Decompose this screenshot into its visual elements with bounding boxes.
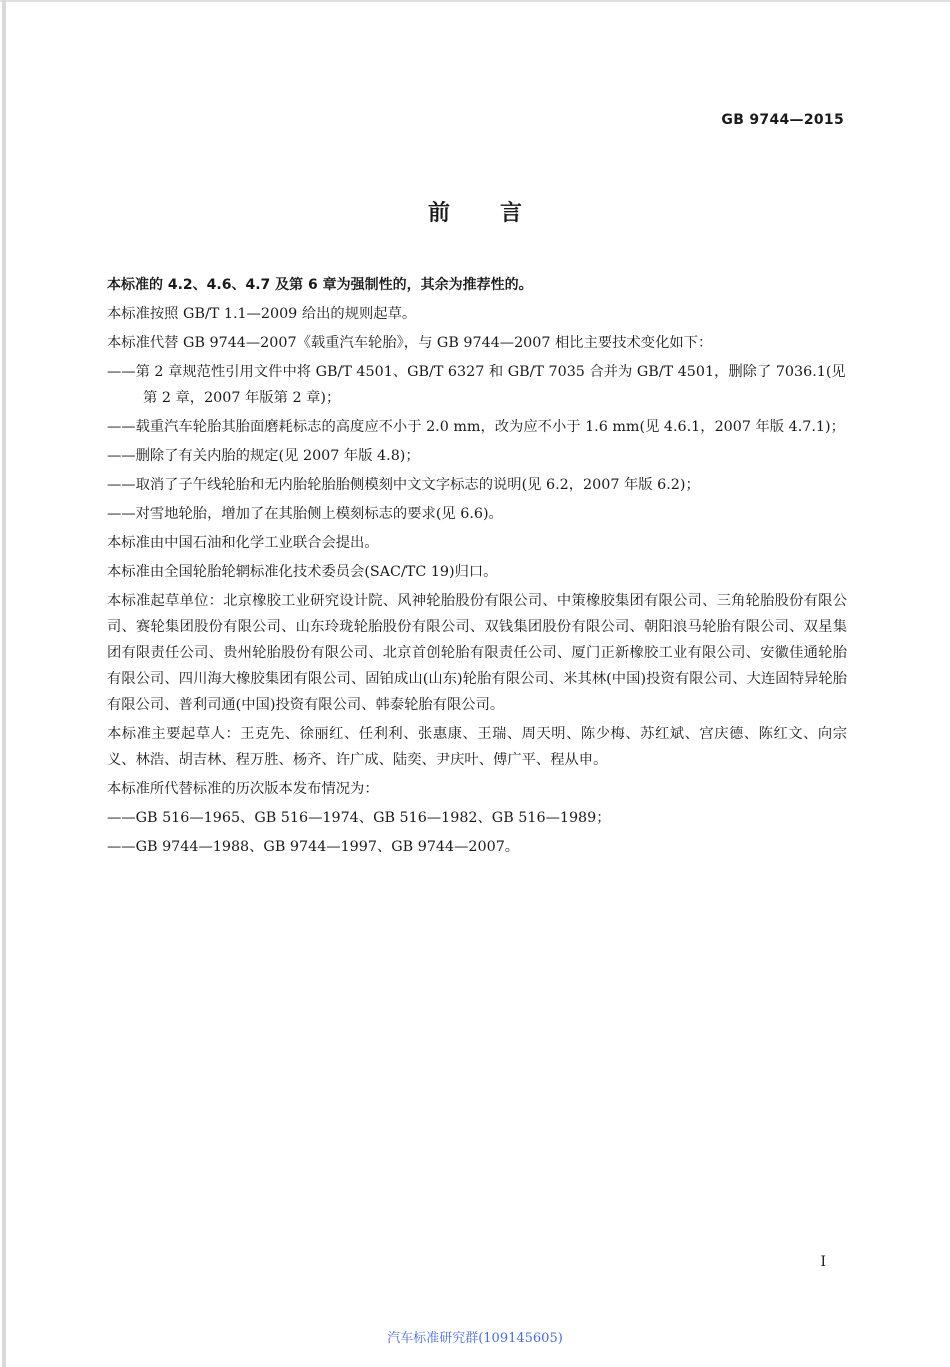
page-title: 前言 xyxy=(427,201,572,226)
foreword-body xyxy=(107,272,847,863)
drafting-rules-paragraph: 本标准按照 GB/T 1.1—2009 给出的规则起草。 xyxy=(107,306,417,322)
replacement-paragraph: 本标准代替 GB 9744—2007《载重汽车轮胎》，与 GB 9744—2007 相比主要技术变化如下： xyxy=(107,335,713,351)
standard-code: GB 9744—2015 xyxy=(721,112,844,128)
change-item: ——对雪地轮胎，增加了在其胎侧上模刻标志的要求(见 6.6)。 xyxy=(107,506,503,522)
history-item: ——GB 516—1965、GB 516—1974、GB 516—1982、GB 516—1989； xyxy=(107,810,611,826)
drafting-units-paragraph: 本标准起草单位：北京橡胶工业研究设计院、风神轮胎股份有限公司、中策橡胶集团有限公司、三角轮胎股份有限公司、赛轮集团股份有限公司、山东玲珑轮胎股份有限公司、双钱集团股份有限公司、朝阳浪马轮胎有限公司、双星集团有限责任公司、贵州轮胎股份有限公司、北京首创轮胎有限责任公司、厦门正新橡胶工业有限公司、安徽佳通轮胎有限公司、四川海大橡胶集团有限公司、固铂成山(山东)轮胎有限公司、米其林(中国)投资有限公司、大连固特异轮胎有限公司、普利司通(中国)投资有限公司、韩泰轮胎有限公司。 xyxy=(107,593,847,713)
history-item: ——GB 9744—1988、GB 9744—1997、GB 9744—2007。 xyxy=(107,839,520,855)
history-intro-paragraph: 本标准所代替标准的历次版本发布情况为： xyxy=(107,781,379,797)
change-item: ——删除了有关内胎的规定(见 2007 年版 4.8)； xyxy=(107,448,420,464)
change-item: ——载重汽车轮胎其胎面磨耗标志的高度应不小于 2.0 mm，改为应不小于 1.6 mm(见 4.6.1，2007 年版 4.7.1)； xyxy=(107,419,845,435)
watermark-text: 汽车标准研究群(109145605) xyxy=(387,1331,563,1346)
change-item: ——第 2 章规范性引用文件中将 GB/T 4501、GB/T 6327 和 GB/T 7035 合并为 GB/T 4501，删除了 7036.1(见第 2 章，2007 年版第 2 章)； xyxy=(107,364,846,406)
mandatory-clause-statement: 本标准的 4.2、4.6、4.7 及第 6 章为强制性的，其余为推荐性的。 xyxy=(107,277,533,293)
committee-paragraph: 本标准由全国轮胎轮辋标准化技术委员会(SAC/TC 19)归口。 xyxy=(107,564,498,580)
page-number: I xyxy=(820,1254,826,1270)
change-item: ——取消了子午线轮胎和无内胎轮胎胎侧模刻中文文字标志的说明(见 6.2，2007 年版 6.2)； xyxy=(107,477,700,493)
proposer-paragraph: 本标准由中国石油和化学工业联合会提出。 xyxy=(107,535,379,551)
drafters-paragraph: 本标准主要起草人：王克先、徐丽红、任利利、张惠康、王瑞、周天明、陈少梅、苏红斌、宫庆德、陈红文、向宗义、林浩、胡吉林、程万胜、杨齐、许广成、陆奕、尹庆叶、傅广平、程从申。 xyxy=(107,726,847,768)
page-top-edge xyxy=(0,0,950,2)
